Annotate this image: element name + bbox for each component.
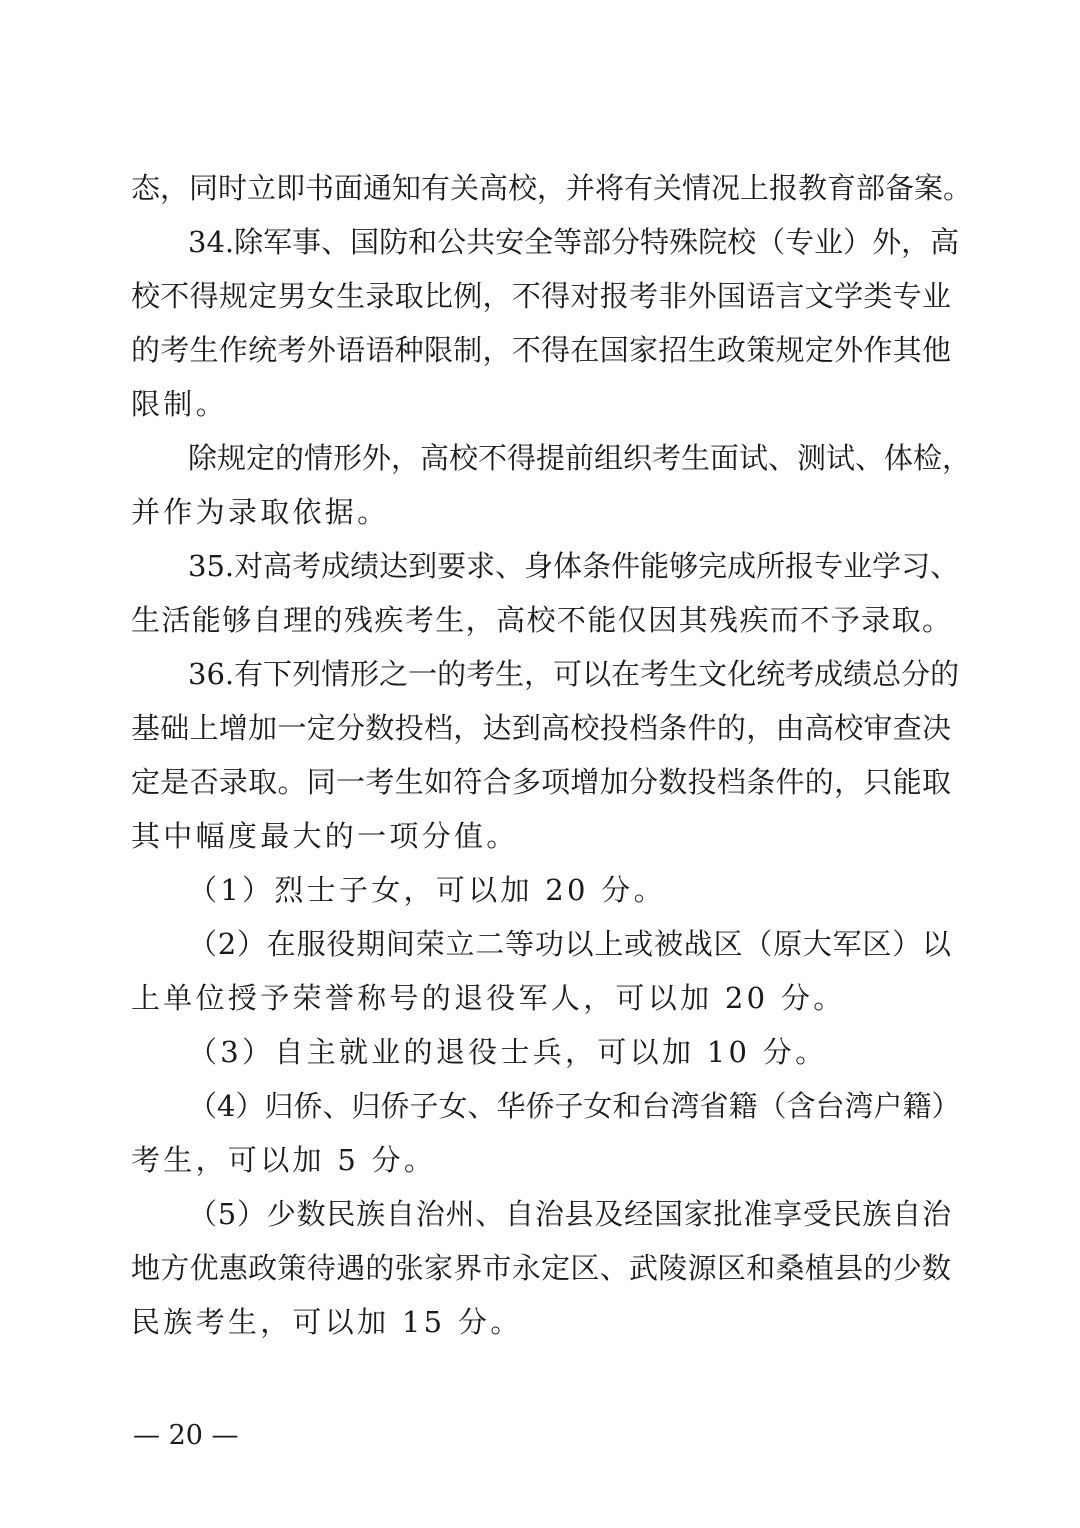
text-line: （5）少数民族自治州、自治县及经国家批准享受民族自治: [188, 1197, 951, 1231]
text-line: 地方优惠政策待遇的张家界市永定区、武陵源区和桑植县的少数: [131, 1251, 951, 1285]
text-line: 校不得规定男女生录取比例，不得对报考非外国语言文学类专业: [131, 279, 951, 313]
text-line: 考生，可以加 5 分。: [131, 1143, 437, 1177]
text-line: 35.对高考成绩达到要求、身体条件能够完成所报专业学习、: [188, 549, 960, 583]
text-line: 上单位授予荣誉称号的退役军人，可以加 20 分。: [131, 981, 846, 1015]
text-line: 基础上增加一定分数投档，达到高校投档条件的，由高校审查决: [131, 711, 951, 745]
text-line: （1）烈士子女，可以加 20 分。: [188, 873, 666, 907]
text-line: 其中幅度最大的一项分值。: [131, 819, 519, 853]
text-line: （2）在服役期间荣立二等功以上或被战区（原大军区）以: [188, 927, 951, 961]
text-line: 民族考生，可以加 15 分。: [131, 1305, 523, 1339]
text-line: 生活能够自理的残疾考生，高校不能仅因其残疾而不予录取。: [131, 603, 951, 637]
text-line: 34.除军事、国防和公共安全等部分特殊院校（专业）外，高: [188, 225, 960, 259]
text-line: 36.有下列情形之一的考生，可以在考生文化统考成绩总分的: [188, 657, 960, 691]
text-line: 态，同时立即书面通知有关高校，并将有关情况上报教育部备案。: [131, 171, 973, 205]
text-line: 定是否录取。同一考生如符合多项增加分数投档条件的，只能取: [131, 765, 951, 799]
text-line: 并作为录取依据。: [131, 495, 390, 529]
page-number: — 20 —: [133, 1420, 239, 1451]
text-line: （3）自主就业的退役士兵，可以加 10 分。: [188, 1035, 828, 1069]
text-line: （4）归侨、归侨子女、华侨子女和台湾省籍（含台湾户籍）: [188, 1089, 961, 1123]
text-line: 限制。: [131, 387, 228, 421]
text-line: 除规定的情形外，高校不得提前组织考生面试、测试、体检，: [188, 441, 972, 475]
text-line: 的考生作统考外语语种限制，不得在国家招生政策规定外作其他: [131, 333, 951, 367]
